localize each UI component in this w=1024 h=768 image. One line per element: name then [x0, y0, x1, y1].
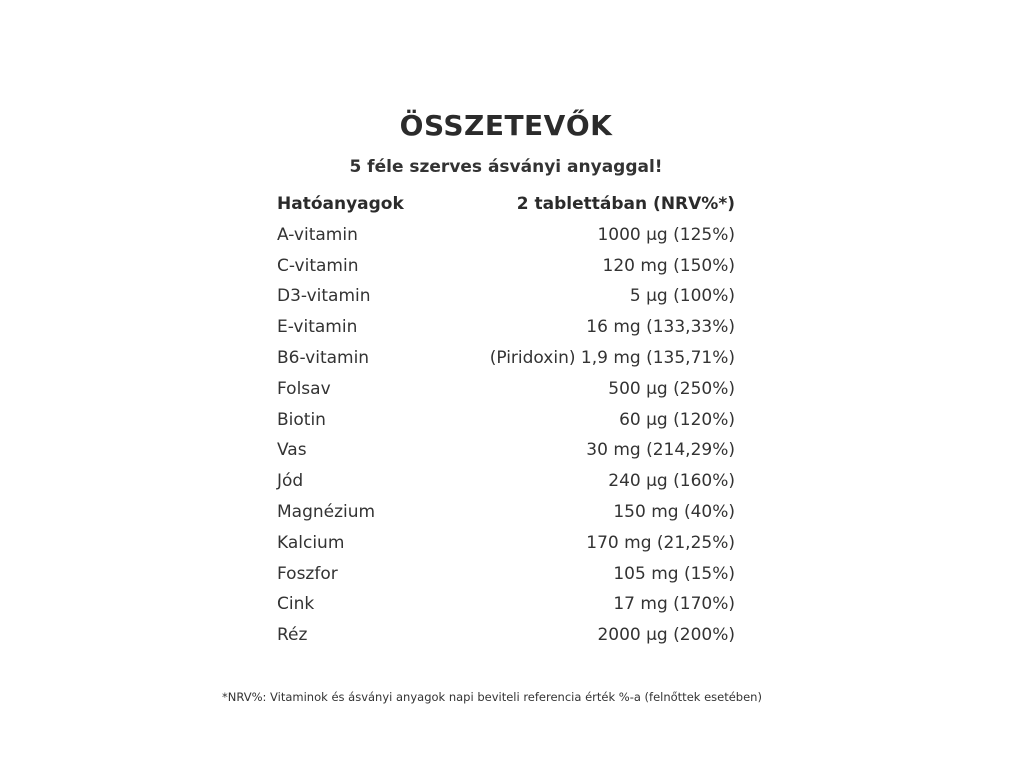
ingredient-amount: 5 µg (100%): [629, 286, 735, 307]
table-row: [277, 620, 735, 651]
nrv-footnote: *NRV%: Vitaminok és ásványi anyagok napi beviteli referencia érték %-a (felnőttek esetében): [222, 690, 762, 704]
ingredient-name: Biotin: [277, 409, 326, 430]
ingredient-amount: 150 mg (40%): [613, 501, 735, 522]
ingredient-name: Réz: [277, 625, 308, 646]
ingredient-amount: 120 mg (150%): [602, 255, 735, 276]
ingredient-name: Cink: [277, 594, 315, 615]
ingredient-amount: 17 mg (170%): [613, 594, 735, 615]
table-row: [277, 251, 735, 282]
header-amount: 2 tablettában (NRV%*): [516, 194, 735, 214]
ingredient-name: Magnézium: [277, 501, 376, 522]
table-row: [277, 528, 735, 559]
ingredients-table: [277, 189, 735, 651]
ingredient-amount: 170 mg (21,25%): [586, 532, 735, 553]
table-row: [277, 312, 735, 343]
ingredient-name: Folsav: [277, 378, 331, 399]
table-row: [277, 220, 735, 251]
ingredient-name: C-vitamin: [277, 255, 359, 276]
table-header-row: [277, 189, 735, 220]
header-name: Hatóanyagok: [277, 194, 404, 214]
ingredient-name: E-vitamin: [277, 317, 358, 338]
ingredient-amount: 2000 µg (200%): [597, 625, 735, 646]
ingredient-name: Jód: [277, 471, 304, 492]
ingredient-name: B6-vitamin: [277, 347, 370, 368]
table-row: [277, 281, 735, 312]
ingredient-amount: 500 µg (250%): [608, 378, 735, 399]
subtitle: 5 féle szerves ásványi anyaggal!: [349, 157, 663, 177]
ingredient-name: Vas: [277, 440, 307, 461]
ingredient-amount: (Piridoxin) 1,9 mg (135,71%): [489, 347, 735, 368]
page-title: ÖSSZETEVŐK: [399, 109, 613, 142]
table-row: [277, 559, 735, 590]
ingredient-amount: 240 µg (160%): [608, 471, 735, 492]
table-row: [277, 435, 735, 466]
ingredient-amount: 16 mg (133,33%): [586, 317, 735, 338]
table-row: [277, 374, 735, 405]
table-row: [277, 343, 735, 374]
table-row: [277, 497, 735, 528]
ingredient-name: Kalcium: [277, 532, 345, 553]
ingredient-name: A-vitamin: [277, 224, 358, 245]
ingredient-amount: 60 µg (120%): [619, 409, 735, 430]
ingredient-amount: 105 mg (15%): [613, 563, 735, 584]
table-row: [277, 405, 735, 436]
ingredient-name: Foszfor: [277, 563, 338, 584]
ingredient-name: D3-vitamin: [277, 286, 371, 307]
table-row: [277, 466, 735, 497]
table-row: [277, 589, 735, 620]
ingredient-amount: 1000 µg (125%): [597, 224, 735, 245]
ingredient-amount: 30 mg (214,29%): [586, 440, 735, 461]
